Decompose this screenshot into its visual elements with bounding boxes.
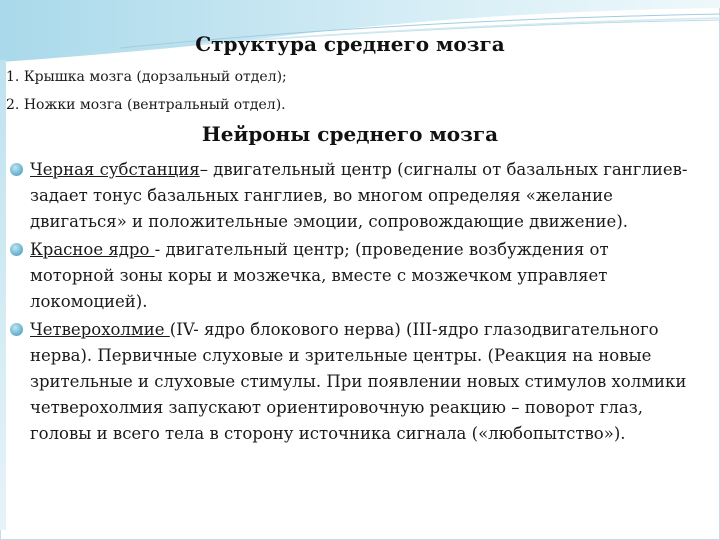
item-text: Крышка мозга (дорзальный отдел);	[23, 69, 287, 85]
item-text: Ножки мозга (вентральный отдел).	[23, 97, 286, 113]
parts-list-item	[6, 66, 706, 94]
item-number: 2.	[6, 97, 20, 113]
section-subtitle: Нейроны среднего мозга	[201, 122, 499, 146]
bullet-item	[6, 317, 696, 447]
bullet-icon	[10, 243, 23, 256]
parts-list-item	[6, 94, 706, 122]
bullet-text: (IV- ядро блокового нерва) (III-ядро глазодвигательного нерва). Первичные слуховые и зрительные центры. (Реакция на новые зрительные и слуховые стимулы. При появлении новых стимулов холмики четверохолмия запускают ориентировочную реакцию – поворот глаз, головы и всего тела в сторону источника сигнала («любопытство»).	[30, 320, 687, 443]
bullet-icon	[10, 323, 23, 336]
bullet-term: Четверохолмие	[30, 320, 170, 339]
item-number: 1.	[6, 69, 20, 85]
bullet-item	[6, 237, 696, 315]
bullet-term: Красное ядро	[30, 240, 155, 259]
bullet-item	[6, 157, 696, 235]
slide-title: Структура среднего мозга	[195, 32, 505, 56]
bullet-icon	[10, 163, 23, 176]
parts-list	[6, 66, 706, 122]
bullet-text: - двигательный центр; (проведение возбуждения от моторной зоны коры и мозжечка, вместе с мозжечком управляет локомоцией).	[30, 240, 609, 311]
bullet-text: – двигательный центр (сигналы от базальных ганглиев- задает тонус базальных ганглиев, во многом определяя «желание двигаться» и положительные эмоции, сопровождающие движение).	[30, 160, 688, 231]
neuron-bullet-list	[6, 157, 696, 449]
bullet-term: Черная субстанция	[30, 160, 200, 179]
